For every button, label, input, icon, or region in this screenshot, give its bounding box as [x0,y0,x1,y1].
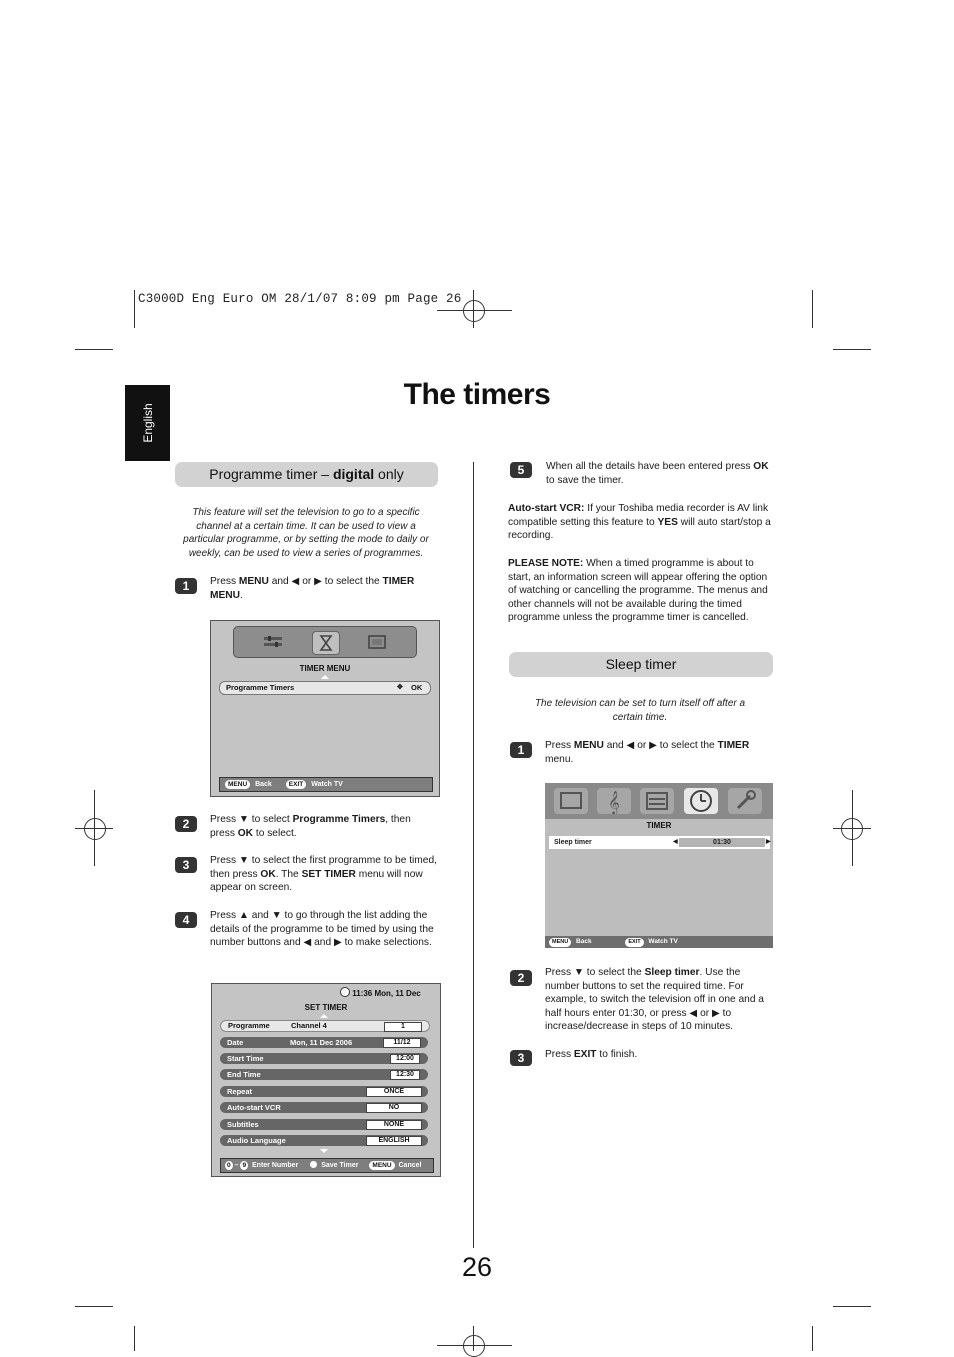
screen-footer-bar: MENU Back EXIT Watch TV [219,777,433,792]
digit-0-key-icon: 0 [227,1162,231,1169]
set-timer-row-date[interactable]: Date Mon, 11 Dec 2006 11/12 [220,1037,428,1048]
sleep-menu-icon-bar [545,783,773,819]
step-text: Press MENU and ◀ or ▶ to select the TIMER menu. [545,740,750,765]
setup-menu-icon [640,788,674,814]
picture-menu-icon [554,788,588,814]
sleep-timer-value: 01:30 [679,838,765,847]
crop-mark [134,290,135,328]
page-number: 26 [461,1252,493,1282]
setup-menu-icon [260,631,286,653]
set-timer-row-repeat[interactable]: Repeat ONCE [220,1086,428,1097]
step-number-badge: 4 [175,912,197,928]
screen-title: TIMER [646,821,672,830]
set-timer-row-end-time[interactable]: End Time 12:30 [220,1069,428,1080]
step-number-badge: 2 [175,816,197,832]
scroll-up-indicator [320,1014,328,1018]
menu-icon-bar [233,626,417,658]
sound-menu-icon [597,788,631,814]
step-number-badge: 5 [510,462,532,478]
crop-mark [75,349,113,350]
wrench-settings-icon [728,788,762,814]
crop-mark [75,1306,113,1307]
screen-footer-bar: MENU Back EXIT Watch TV [545,936,773,948]
set-timer-row-audio-language[interactable]: Audio Language ENGLISH [220,1135,428,1146]
sleep-timer-menu-item[interactable]: Sleep timer ◀ 01:30 ▶ [549,836,770,849]
step-text: When all the details have been entered press OK to save the timer. [546,461,769,486]
auto-start-vcr-note: Auto-start VCR: If your Toshiba media recorder is AV link compatible setting this feature to YES will auto start/stop a recording. [508,503,771,542]
set-timer-row-start-time[interactable]: Start Time 12:00 [220,1053,428,1064]
please-note-text: PLEASE NOTE: When a timed programme is about to start, an information screen will appear offering the option of watching or cancelling the programme. The menus and other channels will not be available during the timed programme unless the programme timer is cancelled. [508,558,768,624]
step-text: Press MENU and ◀ or ▶ to select the TIMER MENU. [210,576,415,601]
exit-key-icon: EXIT [286,780,306,789]
crop-mark [134,1326,135,1351]
scroll-up-indicator [321,675,329,679]
language-side-tab: English [125,385,170,461]
crop-mark [812,1326,813,1351]
column-divider [473,462,474,1248]
timer-menu-icon [312,631,340,655]
timer-clock-icon [684,788,718,814]
set-timer-row-auto-start-vcr[interactable]: Auto-start VCR NO [220,1102,428,1113]
exit-key-icon: EXIT [625,938,643,947]
screen-title: SET TIMER [304,1003,348,1012]
page-title: The timers [403,378,551,411]
ok-navigation-icon: ✥ [397,684,403,691]
step-number-badge: 1 [510,742,532,758]
programme-timer-intro: This feature will set the television to go to a specific channel at a certain time. It can be used to view a particular programme, or by setting the mode to daily or weekly, can be used to view a series of programmes. [183,507,429,559]
step-text: Press ▼ to select Programme Timers, then press OK to select. [210,814,411,839]
step-number-badge: 1 [175,578,197,594]
increase-arrow-icon[interactable]: ▶ [766,839,771,845]
screen-title: TIMER MENU [299,664,351,673]
step-text: Press EXIT to finish. [545,1049,638,1060]
step-number-badge: 2 [510,970,532,986]
programme-timers-menu-item[interactable]: Programme Timers ✥ OK [219,681,431,695]
step-text: Press ▼ to select the first programme to be timed, then press OK. The SET TIMER menu will now appear on screen. [210,855,437,894]
step-text: Press ▼ to select the Sleep timer. Use the number buttons to set the required time. For example, to switch the television off in one and a half hours enter 01:30, or press ◀ or ▶ to increase/decrease in steps of 10 minutes. [545,967,764,1033]
svg-text:𝄞: 𝄞 [608,790,620,814]
clock-icon [340,987,350,997]
menu-key-icon: MENU [225,780,250,789]
timer-menu-screen [210,620,440,797]
scroll-down-indicator [320,1149,328,1153]
set-timer-row-programme[interactable]: Programme Channel 4 1 [220,1020,430,1032]
step-number-badge: 3 [175,857,197,873]
sleep-timer-screen [545,783,773,948]
picture-menu-icon [364,631,390,653]
menu-key-icon: MENU [549,938,571,947]
step-text: Press ▲ and ▼ to go through the list adding the details of the programme to be timed by using the number buttons and ◀ and ▶ to make selections. [210,910,434,949]
section-heading-programme-timer: Programme timer – digital only [175,462,438,487]
crop-mark [833,1306,871,1307]
set-timer-screen [211,983,441,1177]
sleep-timer-intro: The television can be set to turn itself off after a certain time. [534,698,746,723]
ok-button-icon [310,1161,317,1168]
clock-readout: 11:36 Mon, 11 Dec [340,987,436,998]
print-slug-line: C3000D Eng Euro OM 28/1/07 8:09 pm Page 26 [138,292,462,306]
crop-mark [833,349,871,350]
decrease-arrow-icon[interactable]: ◀ [673,839,678,845]
step-number-badge: 3 [510,1050,532,1066]
digit-9-key-icon: 9 [242,1162,247,1169]
screen-footer-bar: 0 – 9 Enter Number Save Timer MENU Cancel [220,1158,434,1173]
section-heading-sleep-timer: Sleep timer [509,652,773,677]
crop-mark [812,290,813,328]
menu-key-icon: MENU [369,1161,394,1170]
set-timer-row-subtitles[interactable]: Subtitles NONE [220,1119,428,1130]
